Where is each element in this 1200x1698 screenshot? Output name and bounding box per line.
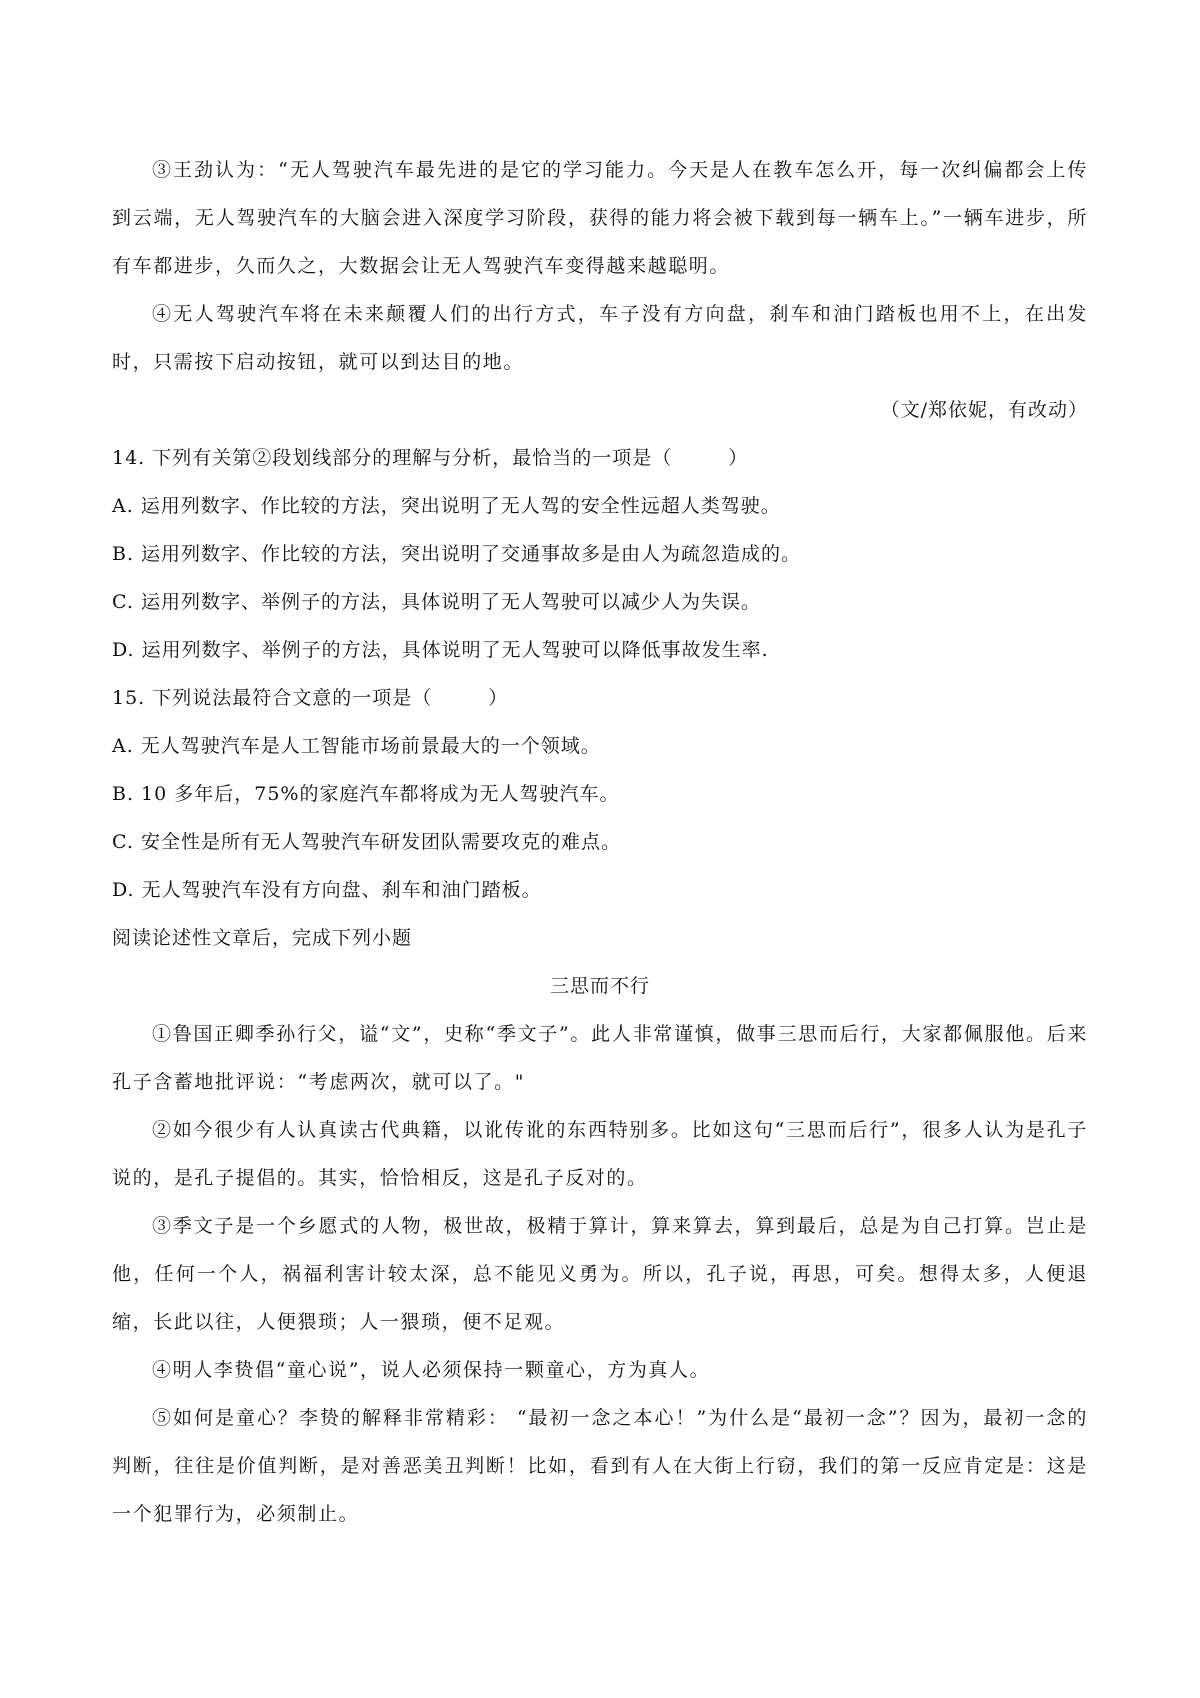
passage2-paragraph-3: ③季文子是一个乡愿式的人物，极世故，极精于算计，算来算去，算到最后，总是为自己打算。岂止是他，任何一个人，祸福利害计较太深，总不能见义勇为。所以，孔子说，再思，可矣。想得太多，人便退缩，长此以往，人便猥琐；人一猥琐，便不足观。 <box>112 1215 1088 1333</box>
question-15-stem-close: ） <box>488 687 509 709</box>
question-14-stem-text: 14. 下列有关第②段划线部分的理解与分析，最恰当的一项是（ <box>112 447 673 469</box>
passage2-paragraph-2: ②如今很少有人认真读古代典籍，以讹传讹的东西特别多。比如这句“三思而后行”，很多人认为是孔子说的，是孔子提倡的。其实，恰恰相反，这是孔子反对的。 <box>112 1119 1088 1189</box>
question-14-option-b: B. 运用列数字、作比较的方法，突出说明了交通事故多是由人为疏忽造成的。 <box>112 543 802 565</box>
passage2-title: 三思而不行 <box>549 975 650 997</box>
question-15-option-a: A. 无人驾驶汽车是人工智能市场前景最大的一个领域。 <box>112 735 601 757</box>
passage2-paragraph-5: ⑤如何是童心？李贽的解释非常精彩： “最初一念之本心！”为什么是“最初一念”？因为，最初一念的判断，往往是价值判断，是对善恶美丑判断！比如，看到有人在大街上行窃，我们的第一反应肯定是：这是一个犯罪行为，必须制止。 <box>112 1407 1088 1525</box>
question-15-stem <box>112 674 1088 722</box>
passage2-paragraph-4: ④明人李贽倡“童心说”，说人必须保持一颗童心，方为真人。 <box>152 1359 711 1381</box>
question-14-option-c: C. 运用列数字、举例子的方法，具体说明了无人驾驶可以减少人为失误。 <box>112 591 761 613</box>
question-15-option-b: B. 10 多年后，75%的家庭汽车都将成为无人驾驶汽车。 <box>112 783 620 805</box>
question-14-option-d: D. 运用列数字、举例子的方法，具体说明了无人驾驶可以降低事故发生率. <box>112 639 769 661</box>
passage1-source: （文/郑依妮，有改动） <box>880 399 1088 421</box>
question-15-stem-text: 15. 下列说法最符合文意的一项是（ <box>112 687 433 709</box>
passage2-instruction: 阅读论述性文章后，完成下列小题 <box>112 927 413 949</box>
question-14-option-a: A. 运用列数字、作比较的方法，突出说明了无人驾的安全性远超人类驾驶。 <box>112 495 781 517</box>
question-15-option-d: D. 无人驾驶汽车没有方向盘、刹车和油门踏板。 <box>112 879 542 901</box>
question-14-stem <box>112 434 1088 482</box>
passage1-paragraph-4: ④无人驾驶汽车将在未来颠覆人们的出行方式，车子没有方向盘，刹车和油门踏板也用不上，在出发时，只需按下启动按钮，就可以到达目的地。 <box>112 303 1088 373</box>
question-14-stem-close: ） <box>728 447 749 469</box>
question-15-option-c: C. 安全性是所有无人驾驶汽车研发团队需要攻克的难点。 <box>112 831 621 853</box>
passage1-paragraph-3: ③王劲认为：“无人驾驶汽车最先进的是它的学习能力。今天是人在教车怎么开，每一次纠偏都会上传到云端，无人驾驶汽车的大脑会进入深度学习阶段，获得的能力将会被下载到每一辆车上。”一辆车进步，所有车都进步，久而久之，大数据会让无人驾驶汽车变得越来越聪明。 <box>112 159 1088 277</box>
passage2-paragraph-1: ①鲁国正卿季孙行父，谥“文”，史称“季文子”。此人非常谨慎，做事三思而后行，大家都佩服他。后来孔子含蓄地批评说：“考虑两次，就可以了。" <box>112 1023 1088 1093</box>
